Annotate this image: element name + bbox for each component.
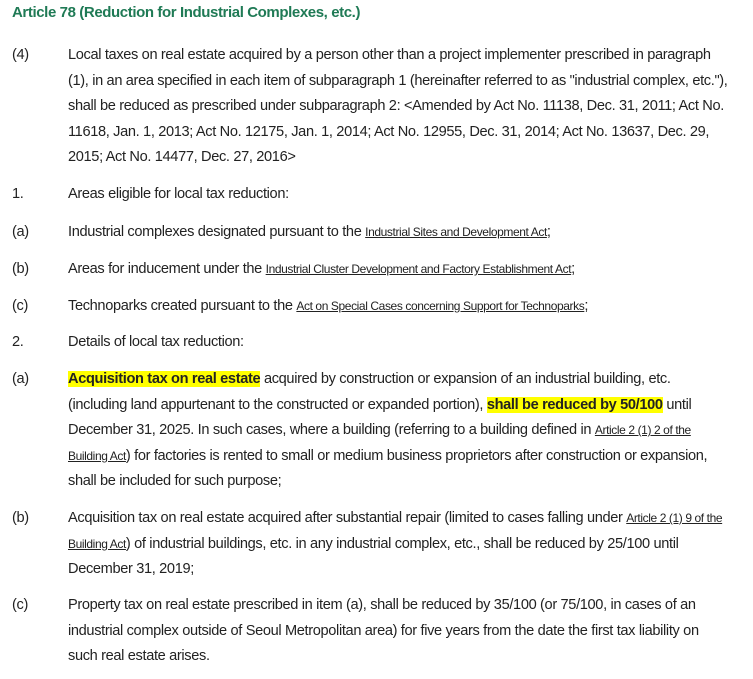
- item-text: Property tax on real estate prescribed in item (a), shall be reduced by 35/100 (or 75/100, in cases of an industrial complex outside of Seoul Metropolitan area) for five years from the date the first tax liability on such real estate arises.: [68, 597, 699, 664]
- law-link[interactable]: Industrial Cluster Development and Factory Establishment Act: [265, 262, 572, 276]
- law-link[interactable]: Industrial Sites and Development Act: [365, 225, 547, 239]
- item-text: ) of industrial buildings, etc. in any industrial complex, etc., shall be reduced by 25/100 until December 31, 2019;: [68, 535, 679, 577]
- item-2b: [0, 506, 753, 583]
- item-label: (b): [12, 261, 29, 277]
- item-text: Areas eligible for local tax reduction:: [68, 186, 289, 202]
- item-label: (c): [12, 597, 28, 613]
- paragraph-label: (4): [12, 47, 29, 63]
- law-link[interactable]: Article 2 (1) 2 of the Building Act: [68, 423, 691, 463]
- highlighted-text: shall be reduced by 50/100: [486, 396, 663, 413]
- item-text: acquired by construction or expansion of an industrial building, etc. (including land appurtenant to the constructed or expanded portion),: [68, 371, 671, 413]
- item-text: Acquisition tax on real estate acquired after substantial repair (limited to cases falling under: [68, 510, 627, 526]
- item-1b: [0, 257, 753, 283]
- item-2c: [0, 593, 753, 670]
- subparagraph-1: [0, 182, 753, 208]
- item-text: ;: [546, 224, 551, 240]
- item-text: Areas for inducement under the: [68, 261, 266, 277]
- item-2a: [0, 367, 753, 495]
- item-label: 1.: [12, 186, 24, 202]
- item-text: ) for factories is rented to small or medium business proprietors after construction or expansion, shall be included for such purpose;: [68, 447, 708, 489]
- item-text: Details of local tax reduction:: [68, 334, 244, 350]
- item-text: ;: [571, 261, 575, 277]
- item-label: (a): [12, 224, 29, 240]
- item-label: (b): [12, 510, 29, 526]
- item-text: ;: [584, 298, 589, 314]
- law-link[interactable]: Article 2 (1) 9 of the Building Act: [68, 511, 723, 551]
- item-label: (a): [12, 371, 29, 387]
- paragraph-text: Local taxes on real estate acquired by a person other than a project implementer prescribed in paragraph (1), in an area specified in each item of subparagraph 1 (hereinafter referred to as "industrial complex, etc."), shall be reduced as prescribed under subparagraph 2: <Amended by Act No. 11138, Dec. 31, 2011; Act No. 11618, Jan. 1, 2013; Act No. 12175, Jan. 1, 2014; Act No. 12955, Dec. 31, 2014; Act No. 13637, Dec. 29, 2015; Act No. 14477, Dec. 27, 2016>: [68, 47, 728, 165]
- item-text: Industrial complexes designated pursuant to the: [68, 224, 366, 240]
- paragraph-4: [0, 43, 753, 171]
- item-text: Technoparks created pursuant to the: [68, 298, 297, 314]
- law-link[interactable]: Act on Special Cases concerning Support for Technoparks: [296, 299, 585, 313]
- item-1c: [0, 294, 753, 320]
- item-label: (c): [12, 298, 28, 314]
- item-text: until December 31, 2025. In such cases, where a building (referring to a building defined in: [68, 396, 692, 438]
- subparagraph-2: [0, 330, 753, 356]
- article-title: Article 78 (Reduction for Industrial Complexes, etc.): [12, 4, 361, 21]
- item-1a: [0, 220, 753, 246]
- highlighted-text: Acquisition tax on real estate: [68, 371, 261, 387]
- item-label: 2.: [12, 334, 24, 350]
